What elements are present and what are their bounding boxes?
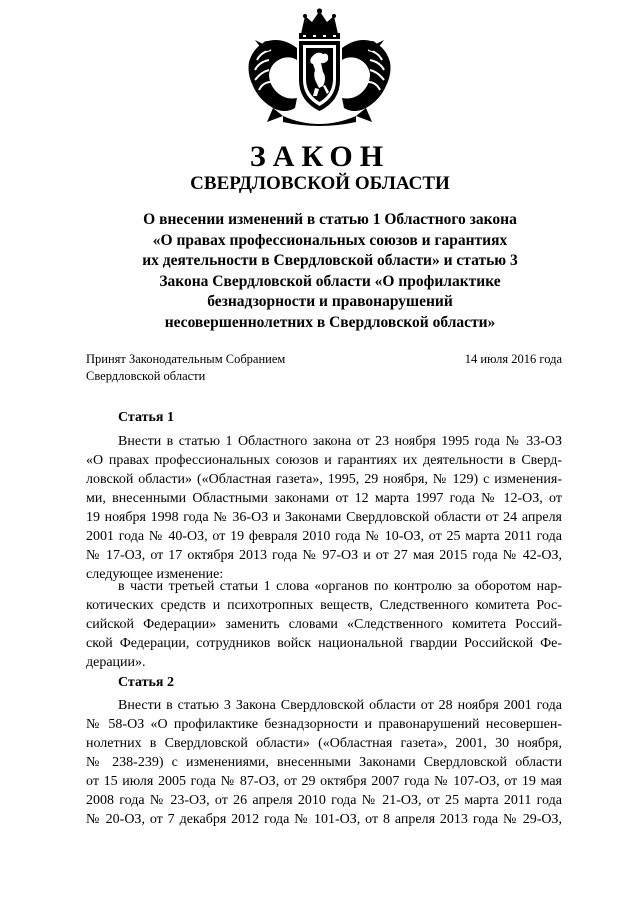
article-2-heading: Статья 2 xyxy=(118,675,174,690)
title-line: несовершеннолетних в Свердловской области» xyxy=(164,313,496,331)
adoption-body xyxy=(86,351,285,384)
text-line: сийской Федерации» заменить словами «Следственного комитета Россий- xyxy=(86,617,562,632)
shield-icon xyxy=(299,41,340,111)
emblem-base-icon xyxy=(283,116,356,126)
left-supporter-icon xyxy=(249,40,298,122)
coat-of-arms-emblem xyxy=(243,8,396,130)
text-line: № 20-ОЗ, от 7 декабря 2012 года № 101-ОЗ, от 8 апреля 2013 года № 29-ОЗ, xyxy=(86,812,562,827)
text-line: «О правах профессиональных союзов и гарантиях их деятельности в Сверд- xyxy=(86,453,562,468)
title-line: Закона Свердловской области «О профилактике xyxy=(159,272,501,290)
title-line: безнадзорности и правонарушений xyxy=(207,293,453,310)
text-line: от 15 июля 2005 года № 87-ОЗ, от 29 октября 2007 года № 107-ОЗ, от 19 мая xyxy=(86,774,562,789)
text-line: следующее изменение: xyxy=(86,567,224,582)
text-line: 2008 года № 23-ОЗ, от 26 апреля 2010 года № 21-ОЗ, от 25 марта 2011 года xyxy=(86,793,562,808)
text-line: ской Федерации, сотрудников войск национальной гвардии Российской Фе- xyxy=(86,636,562,651)
article-1-paragraph-2 xyxy=(86,577,562,672)
text-line: Внести в статью 1 Областного закона от 23 ноября 1995 года № 33-ОЗ xyxy=(118,434,562,449)
text-line: 2001 года № 40-ОЗ, от 19 февраля 2010 года № 10-ОЗ, от 25 марта 2011 года xyxy=(86,529,562,544)
text-line: ловской области» («Областная газета», 1995, 29 ноября, № 129) с изменения- xyxy=(86,472,562,487)
text-line: № 17-ОЗ, от 17 октября 2013 года № 97-ОЗ и от 27 мая 2015 года № 42-ОЗ, xyxy=(86,548,562,563)
text-line: в части третьей статьи 1 слова «органов по контролю за оборотом нар- xyxy=(118,579,562,594)
right-supporter-icon xyxy=(342,40,391,122)
text-line: нолетних в Свердловской области» («Областная газета», 2001, 30 ноября, xyxy=(86,736,562,751)
document-region: СВЕРДЛОВСКОЙ ОБЛАСТИ xyxy=(190,173,450,194)
text-line: 19 ноября 1998 года № 36-ОЗ и Законами Свердловской области от 24 апреля xyxy=(86,510,562,525)
text-line: котических средств и психотропных веществ, Следственного комитета Рос- xyxy=(86,598,562,613)
title-line: «О правах профессиональных союзов и гарантиях xyxy=(152,231,508,249)
document-title xyxy=(100,210,560,333)
adoption-line: Свердловской области xyxy=(86,368,206,383)
text-line: дерации». xyxy=(86,655,146,670)
adoption-date: 14 июля 2016 года xyxy=(464,352,562,366)
article-2-paragraph-1 xyxy=(86,696,562,829)
text-line: № 238-239) с изменениями, внесенными Законами Свердловской области xyxy=(86,755,562,770)
adoption-line: Принят Законодательным Собранием xyxy=(86,352,286,366)
title-line: О внесении изменений в статью 1 Областного закона xyxy=(143,211,517,228)
crown-icon xyxy=(299,8,340,39)
article-1-heading: Статья 1 xyxy=(118,410,174,425)
article-1-paragraph-1 xyxy=(86,432,562,584)
document-type: ЗАКОН xyxy=(249,140,391,173)
text-line: Внести в статью 3 Закона Свердловской области от 28 ноября 2001 года xyxy=(118,698,562,713)
title-line: их деятельности в Свердловской области» и статью 3 xyxy=(142,252,518,269)
text-line: ми, внесенными Областными законами от 12 марта 1997 года № 12-ОЗ, от xyxy=(86,491,562,506)
text-line: № 58-ОЗ «О профилактике безнадзорности и правонарушений несовершен- xyxy=(86,717,562,732)
